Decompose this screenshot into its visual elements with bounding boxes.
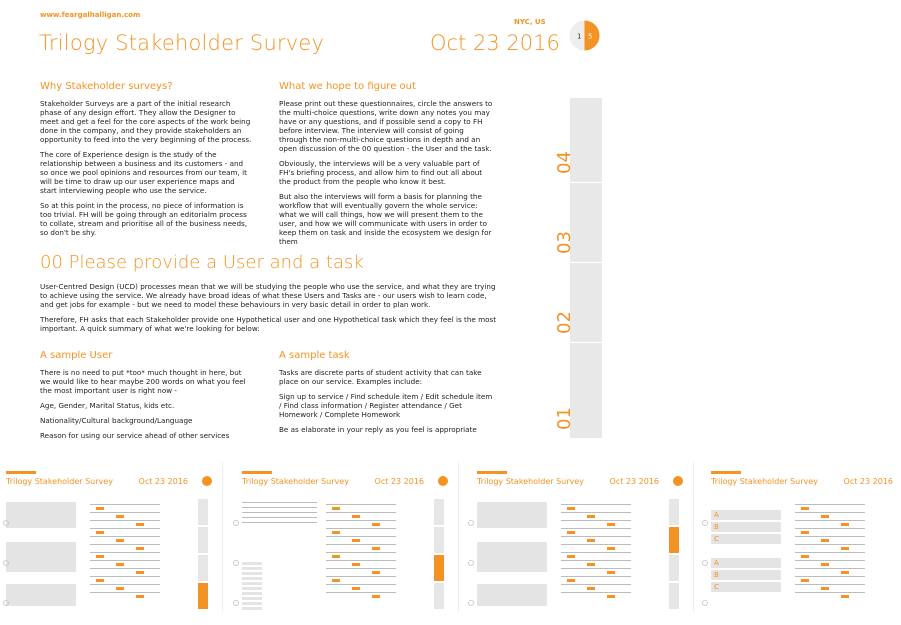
thumb-option (242, 602, 262, 605)
punch-hole-icon (702, 520, 708, 526)
punch-hole-icon (702, 560, 708, 566)
thumb-answer-box (711, 522, 781, 532)
punch-hole-icon (468, 560, 474, 566)
thumb-question-line (795, 544, 865, 545)
thumb-question-line (326, 560, 396, 561)
thumb-answer-mark (607, 571, 615, 574)
page-indicator (569, 20, 600, 51)
tab-04[interactable] (554, 98, 602, 182)
thumb-question-line (561, 536, 631, 537)
punch-hole-icon (233, 520, 239, 526)
thumb-tab (198, 499, 208, 525)
thumb-answer-mark (841, 523, 849, 526)
thumb-answer-mark (841, 547, 849, 550)
thumb-answer-letter: C (714, 535, 719, 543)
sample-task-heading: A sample task (279, 350, 350, 361)
thumb-answer-mark (607, 547, 615, 550)
thumb-answer-mark (587, 515, 595, 518)
thumb-option (242, 587, 262, 590)
thumb-answer-mark (136, 595, 144, 598)
tab-label: 03 (554, 231, 575, 254)
thumb-question-line (90, 512, 160, 513)
thumb-answer-mark (607, 595, 615, 598)
thumb-question-line (561, 544, 631, 545)
thumb-page-icon (202, 476, 212, 486)
thumb-question-line (326, 512, 396, 513)
thumb-answer-mark (116, 587, 124, 590)
thumb-answer-box (711, 558, 781, 568)
thumb-tab (669, 527, 679, 553)
thumb-question-line (795, 504, 865, 505)
thumb-question-line (561, 512, 631, 513)
thumb-tab (434, 499, 444, 525)
thumb-question-line (326, 528, 396, 529)
hope-heading: What we hope to figure out (279, 81, 416, 92)
sample-task-body (279, 368, 493, 440)
thumb-question-line (795, 560, 865, 561)
thumb-answer-mark (332, 579, 340, 582)
sample-task-paragraph: Sign up to service / Find schedule item / Edit schedule item / Find class information / Register attendance / Get Homework / Complete Homework (279, 392, 493, 419)
thumb-question-line (90, 584, 160, 585)
thumb-tabs (434, 499, 444, 609)
punch-hole-icon (3, 560, 9, 566)
thumb-question-line (561, 584, 631, 585)
thumb-question-line (561, 560, 631, 561)
thumb-page-icon (673, 476, 683, 486)
thumb-answer-mark (372, 571, 380, 574)
thumb-answer-mark (96, 507, 104, 510)
hope-body (279, 99, 493, 252)
page-thumbnail[interactable] (471, 462, 694, 612)
thumb-site (711, 471, 741, 474)
thumb-answer-letter: A (714, 559, 719, 567)
thumb-answer-mark (352, 563, 360, 566)
thumb-option (242, 582, 262, 585)
thumb-image-block (477, 584, 547, 606)
section-tabs (554, 98, 602, 438)
thumb-date: Oct 23 2016 (138, 477, 188, 486)
thumb-answer-letter: B (714, 571, 719, 579)
thumb-option (242, 572, 262, 575)
thumb-title: Trilogy Stakeholder Survey (477, 477, 584, 486)
thumb-tab (434, 527, 444, 553)
thumb-site (242, 471, 272, 474)
thumb-option (242, 567, 262, 570)
thumb-question-line (326, 504, 396, 505)
thumb-answer-box (711, 570, 781, 580)
thumb-question-line (795, 584, 865, 585)
thumb-question-line (326, 584, 396, 585)
thumb-answer-mark (821, 563, 829, 566)
thumb-question-line (561, 576, 631, 577)
thumb-title: Trilogy Stakeholder Survey (711, 477, 818, 486)
tab-01[interactable] (554, 343, 602, 438)
thumb-question-line (326, 544, 396, 545)
sample-user-body (40, 368, 252, 446)
thumb-question-line (795, 512, 865, 513)
section-body (40, 282, 500, 339)
thumb-option (242, 562, 262, 565)
thumb-site (477, 471, 507, 474)
sample-user-paragraph: Nationality/Cultural background/Language (40, 416, 193, 425)
thumb-answer-mark (841, 571, 849, 574)
page-date: Oct 23 2016 (430, 31, 560, 55)
thumb-text-line (242, 522, 317, 523)
punch-hole-icon (3, 520, 9, 526)
thumb-answer-mark (587, 539, 595, 542)
thumb-answer-mark (372, 523, 380, 526)
thumb-tab (198, 527, 208, 553)
section-paragraph: User-Centred Design (UCD) processes mean that we will be studying the people who use the service, and what they are trying to achieve using the service. We already have broad ideas of what these Users and Tasks are - our users wish to learn code, and get jobs for example - but we need to model these behaviours in very basic detail in order to plan work. (40, 282, 496, 309)
thumb-tab (198, 583, 208, 609)
thumb-option (242, 577, 262, 580)
thumb-tab (669, 499, 679, 525)
thumb-question-line (795, 552, 865, 553)
thumb-answer-mark (821, 587, 829, 590)
thumb-question-line (326, 592, 396, 593)
thumb-question-line (326, 536, 396, 537)
thumb-question-line (795, 528, 865, 529)
thumb-answer-mark (136, 547, 144, 550)
thumb-question-line (561, 504, 631, 505)
punch-hole-icon (233, 600, 239, 606)
thumb-question-line (90, 560, 160, 561)
section-heading: 00 Please provide a User and a task (40, 252, 364, 273)
thumb-page-icon (438, 476, 448, 486)
thumb-answer-box (711, 534, 781, 544)
thumb-question-line (326, 576, 396, 577)
thumb-answer-mark (841, 595, 849, 598)
thumb-title: Trilogy Stakeholder Survey (6, 477, 113, 486)
thumb-question-line (90, 576, 160, 577)
why-body (40, 99, 252, 243)
hope-paragraph: Please print out these questionnaires, circle the answers to the multi-choice questions, write down any notes you may have or any questions, and if possible send a copy to FH before interview. The interview will consist of going through the non-multi-choice questions in depth and an open discussion of the 00 question - the User and the task. (279, 99, 493, 153)
thumb-answer-box (711, 510, 781, 520)
thumb-question-line (90, 568, 160, 569)
thumb-question-line (90, 528, 160, 529)
thumb-question-line (795, 568, 865, 569)
thumb-option (242, 592, 262, 595)
thumb-question-line (90, 520, 160, 521)
thumb-image-block (6, 584, 76, 606)
location-label: NYC, US (514, 18, 546, 26)
thumb-answer-mark (821, 515, 829, 518)
thumb-answer-mark (352, 539, 360, 542)
why-paragraph: The core of Experience design is the study of the relationship between a business and its customers - and so once we pool opinions and resources from our team, it will be time to draw up our user experience maps and start interviewing people who use the service. (40, 150, 247, 195)
thumb-answer-mark (801, 555, 809, 558)
thumb-image-block (6, 542, 76, 572)
thumb-answer-mark (801, 507, 809, 510)
sample-user-paragraph: Age, Gender, Marital Status, kids etc. (40, 401, 175, 410)
sample-user-paragraph: Reason for using our service ahead of other services (40, 431, 230, 440)
thumb-answer-letter: B (714, 523, 719, 531)
tab-label: 02 (554, 311, 575, 334)
thumb-answer-mark (567, 531, 575, 534)
thumb-question-line (90, 504, 160, 505)
thumb-answer-box (711, 582, 781, 592)
thumb-tab (669, 583, 679, 609)
thumb-question-line (90, 544, 160, 545)
thumb-text-line (242, 512, 317, 513)
thumb-answer-mark (136, 571, 144, 574)
thumb-answer-mark (607, 523, 615, 526)
thumb-tabs (669, 499, 679, 609)
hope-paragraph: But also the interviews will form a basis for planning the workflow that will eventually govern the whole service: what we will call things, how we will present them to the user, and how we will communicate with users in order to keep them on task and inside the ecosystem we design for them (279, 192, 492, 246)
thumb-answer-mark (96, 531, 104, 534)
sample-user-paragraph: There is no need to put *too* much thought in here, but we would like to hear maybe 200 words on what you feel the most important user is right now - (40, 368, 246, 395)
thumb-answer-mark (332, 531, 340, 534)
thumb-question-line (795, 520, 865, 521)
why-heading: Why Stakeholder surveys? (40, 81, 173, 92)
thumb-answer-letter: A (714, 511, 719, 519)
thumb-answer-mark (352, 515, 360, 518)
thumb-answer-mark (332, 555, 340, 558)
page-thumbnail[interactable] (0, 462, 223, 612)
page-title: Trilogy Stakeholder Survey (39, 31, 325, 55)
thumb-answer-mark (372, 595, 380, 598)
thumb-text-line (242, 517, 317, 518)
why-paragraph: So at this point in the process, no piece of information is too trivial. FH will be going through an editorialm process to collate, stream and prioritise all of the business needs, so don't be shy. (40, 201, 248, 237)
sample-user-heading: A sample User (40, 350, 113, 361)
punch-hole-icon (468, 520, 474, 526)
thumb-image-block (6, 502, 76, 528)
thumb-answer-mark (332, 507, 340, 510)
thumb-tab (669, 555, 679, 581)
thumb-question-line (795, 576, 865, 577)
tab-label: 04 (554, 151, 575, 174)
punch-hole-icon (702, 600, 708, 606)
thumb-answer-mark (372, 547, 380, 550)
thumb-answer-mark (567, 507, 575, 510)
thumb-answer-mark (116, 539, 124, 542)
tab-03[interactable] (554, 183, 602, 262)
sample-task-paragraph: Be as elaborate in your reply as you feel is appropriate (279, 425, 477, 434)
thumb-question-line (795, 592, 865, 593)
thumb-question-line (561, 568, 631, 569)
thumb-image-block (477, 502, 547, 528)
thumb-answer-mark (801, 579, 809, 582)
thumb-text-line (242, 502, 317, 503)
thumb-site (6, 471, 36, 474)
thumb-answer-mark (116, 563, 124, 566)
thumb-tab (434, 555, 444, 581)
thumb-answer-mark (96, 579, 104, 582)
thumb-text-line (242, 507, 317, 508)
thumb-image-block (477, 542, 547, 572)
punch-hole-icon (233, 560, 239, 566)
thumb-answer-mark (96, 555, 104, 558)
thumb-question-line (90, 592, 160, 593)
thumb-question-line (561, 528, 631, 529)
thumb-question-line (795, 536, 865, 537)
thumb-answer-mark (587, 563, 595, 566)
thumb-question-line (326, 520, 396, 521)
punch-hole-icon (3, 600, 9, 606)
thumb-question-line (561, 552, 631, 553)
thumb-answer-mark (567, 579, 575, 582)
thumb-tab (198, 555, 208, 581)
page-thumbnail[interactable] (705, 462, 901, 612)
thumb-date: Oct 23 2016 (609, 477, 659, 486)
thumb-tabs (198, 499, 208, 609)
sample-task-paragraph: Tasks are discrete parts of student activity that can take place on our service. Examples include: (279, 368, 482, 386)
thumb-title: Trilogy Stakeholder Survey (242, 477, 349, 486)
thumb-question-line (90, 536, 160, 537)
tab-label: 01 (554, 407, 575, 430)
thumb-question-line (326, 552, 396, 553)
thumb-date: Oct 23 2016 (843, 477, 893, 486)
section-paragraph: Therefore, FH asks that each Stakeholder provide one Hypothetical user and one Hypothetical task which they feel is the most important. A quick summary of what we're looking for below: (40, 315, 497, 333)
thumb-answer-mark (567, 555, 575, 558)
thumb-option (242, 607, 262, 610)
thumb-answer-mark (352, 587, 360, 590)
thumb-answer-letter: C (714, 583, 719, 591)
page-thumbnail[interactable] (236, 462, 459, 612)
thumb-option (242, 597, 262, 600)
thumb-date: Oct 23 2016 (374, 477, 424, 486)
thumb-question-line (561, 520, 631, 521)
thumb-answer-mark (136, 523, 144, 526)
thumb-question-line (90, 552, 160, 553)
why-paragraph: Stakeholder Surveys are a part of the initial research phase of any design effort. They allow the Designer to meet and get a feel for the core aspects of the work being done in the company, and they provide stakeholders an opportunity to feed into the very beginning of the process. (40, 99, 252, 144)
thumb-question-line (326, 568, 396, 569)
thumb-tab (434, 583, 444, 609)
site-url: www.feargalhalligan.com (40, 11, 141, 19)
tab-02[interactable] (554, 263, 602, 342)
thumb-answer-mark (801, 531, 809, 534)
hope-paragraph: Obviously, the interviews will be a very valuable part of FH's briefing process, and allow him to find out all about the product from the people who know it best. (279, 159, 483, 186)
punch-hole-icon (468, 600, 474, 606)
thumb-answer-mark (587, 587, 595, 590)
page-current: 1 (577, 32, 582, 41)
page-total: 5 (588, 32, 593, 41)
thumb-answer-mark (116, 515, 124, 518)
thumb-answer-mark (821, 539, 829, 542)
thumb-question-line (561, 592, 631, 593)
